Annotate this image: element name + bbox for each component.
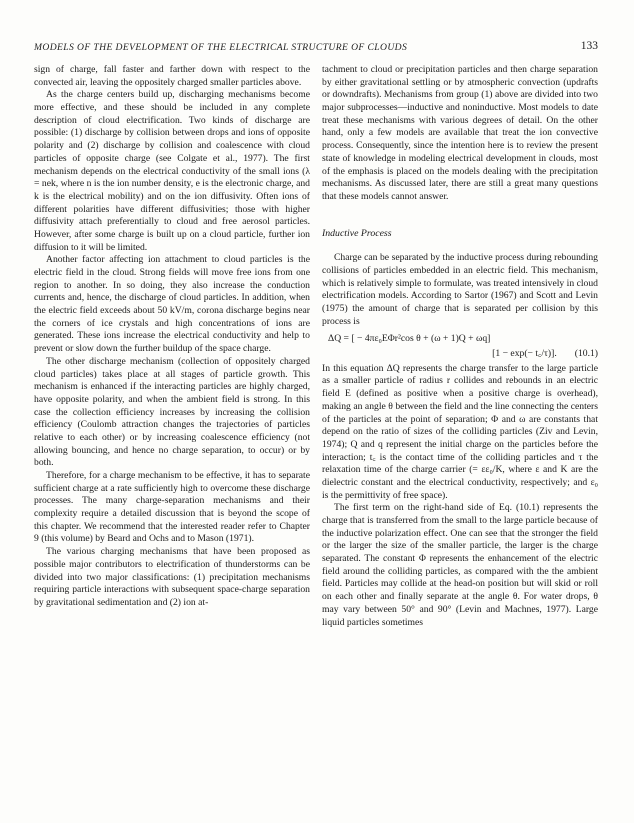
page-number: 133: [580, 40, 598, 52]
paragraph: sign of charge, fall faster and farther down with respect to the convected air, leaving the oppositely charged smaller particles above.: [34, 64, 310, 88]
paragraph: Therefore, for a charge mechanism to be effective, it has to separate sufficient charge at a rate sufficiently high to overcome these discharge processes. The many charge-separation mechanisms and their complexity require a detailed discussion that is beyond the scope of this chapter. We recommend that the interested reader refer to Chapter 9 (this volume) by Beard and Ochs and to Mason (1971).: [34, 470, 310, 545]
paragraph: The other discharge mechanism (collection of oppositely charged cloud particles) takes place at all stages of particle growth. This mechanism is enhanced if the interacting particles are highly charged, have opposite polarity, and when the ambient field is strong. In this case the collection efficiency increases by increasing the collision efficiency (Coulomb attraction changes the trajectories of particles relative to each other) or by increasing coalescence efficiency (not allowing bouncing, and hence no charge separation, to occur) or by both.: [34, 355, 310, 469]
paragraph: The first term on the right-hand side of Eq. (10.1) represents the charge that is transferred from the small to the large particle because of the inductive polarization effect. One can see that the stronger the field or the larger the size of the smaller particle, the larger is the charge separated. The constant Φ represents the enhancement of the electric field around the colliding particles, as compared with the the ambient field. Particles may collide at the head-on position but will skid or roll on each other and finally separate at the angle θ. For water drops, θ may vary between 50° and 90° (Levin and Machnes, 1977). Large liquid particles sometimes: [322, 502, 598, 628]
paragraph: Another factor affecting ion attachment to cloud particles is the electric field in the cloud. Strong fields will move free ions from one region to another. In so doing, they also increase the conduction currents and, hence, the discharge of cloud particles. In addition, when the electric field exceeds about 50 kV/m, corona discharge begins near the corners of ice crystals and high concentrations of ions are generated. These ions increase the electrical conductivity and help to prevent or slow down the further buildup of the space charge.: [34, 254, 310, 355]
right-column: [322, 64, 598, 629]
equation-10-1: [322, 333, 598, 360]
paragraph: As the charge centers build up, discharging mechanisms become more effective, and these should be included in any complete description of cloud electrification. Two kinds of discharge are possible: (1) discharge by collision between drops and ions of opposite polarity and (2) discharge by collision and coalescence with cloud particles of opposite charge (see Colgate et al., 1977). The first mechanism depends on the electrical conductivity of the small ions (λ = nek, where n is the ion number density, e is the electronic charge, and k is the electrical mobility) and on the ion diffusivity. Often ions of different polarities have different diffusivities; those with higher diffusivity attach preferentially to cloud and free aerosol particles. However, after some charge is built up on a cloud particle, further ion diffusion to it will be limited.: [34, 89, 310, 253]
paragraph: Charge can be separated by the inductive process during rebounding collisions of particles embedded in an electric field. This mechanism, which is relatively simple to formulate, was treated intensively in cloud electrification models. According to Sartor (1967) and Scott and Levin (1975) the amount of charge that is separated per collision by this process is: [322, 252, 598, 327]
paragraph: In this equation ΔQ represents the charge transfer to the large particle as a smaller particle of radius r collides and rebounds in an electric field E (defined as positive when a positive charge is overhead), making an angle θ between the field and the line connecting the centers of the particles at the point of separation; Φ and ω are constants that depend on the ratio of sizes of the colliding particles (Ziv and Levin, 1974); Q and q represent the initial charge on the particles before the interaction; t꜀ is the contact time of the colliding particles and τ the relaxation time of the charge carrier (= εε₀/K, where ε and K are the dielectric constant and the electrical conductivity, respectively; and ε₀ is the permittivity of free space).: [322, 362, 598, 501]
left-column: [34, 64, 310, 610]
section-heading: Inductive Process: [322, 227, 392, 239]
equation-line-2-text: [1 − exp(− t꜀/τ)].: [492, 348, 557, 360]
equation-number: (10.1): [574, 348, 598, 360]
paragraph: tachment to cloud or precipitation particles and then charge separation by either gravitational settling or by atmospheric convection (updrafts or downdrafts). Mechanisms from group (1) above are divided into two major subprocesses—inductive and noninductive. Most models to date treat these mechanisms with various degrees of detail. On the other hand, only a few models are available that treat the ion convective process. Consequently, since the intention here is to review the present state of knowledge in modeling electrical development in clouds, most of the emphasis is placed on the models dealing with the precipitation mechanisms. As discussed later, there are still a great many questions that these models cannot answer.: [322, 64, 598, 202]
paragraph: The various charging mechanisms that have been proposed as possible major contributors to electrification of thunderstorms can be divided into two major classifications: (1) precipitation mechanisms requiring particle interactions with subsequent space-charge separation by gravitational sedimentation and (2) ion at-: [34, 546, 310, 608]
equation-line-2: [322, 346, 598, 361]
equation-line-1: ΔQ = [ − 4πε₀EΦr²cos θ + (ω + 1)Q + ωq]: [328, 333, 491, 345]
running-head-title: MODELS OF THE DEVELOPMENT OF THE ELECTRICAL STRUCTURE OF CLOUDS: [34, 42, 408, 53]
